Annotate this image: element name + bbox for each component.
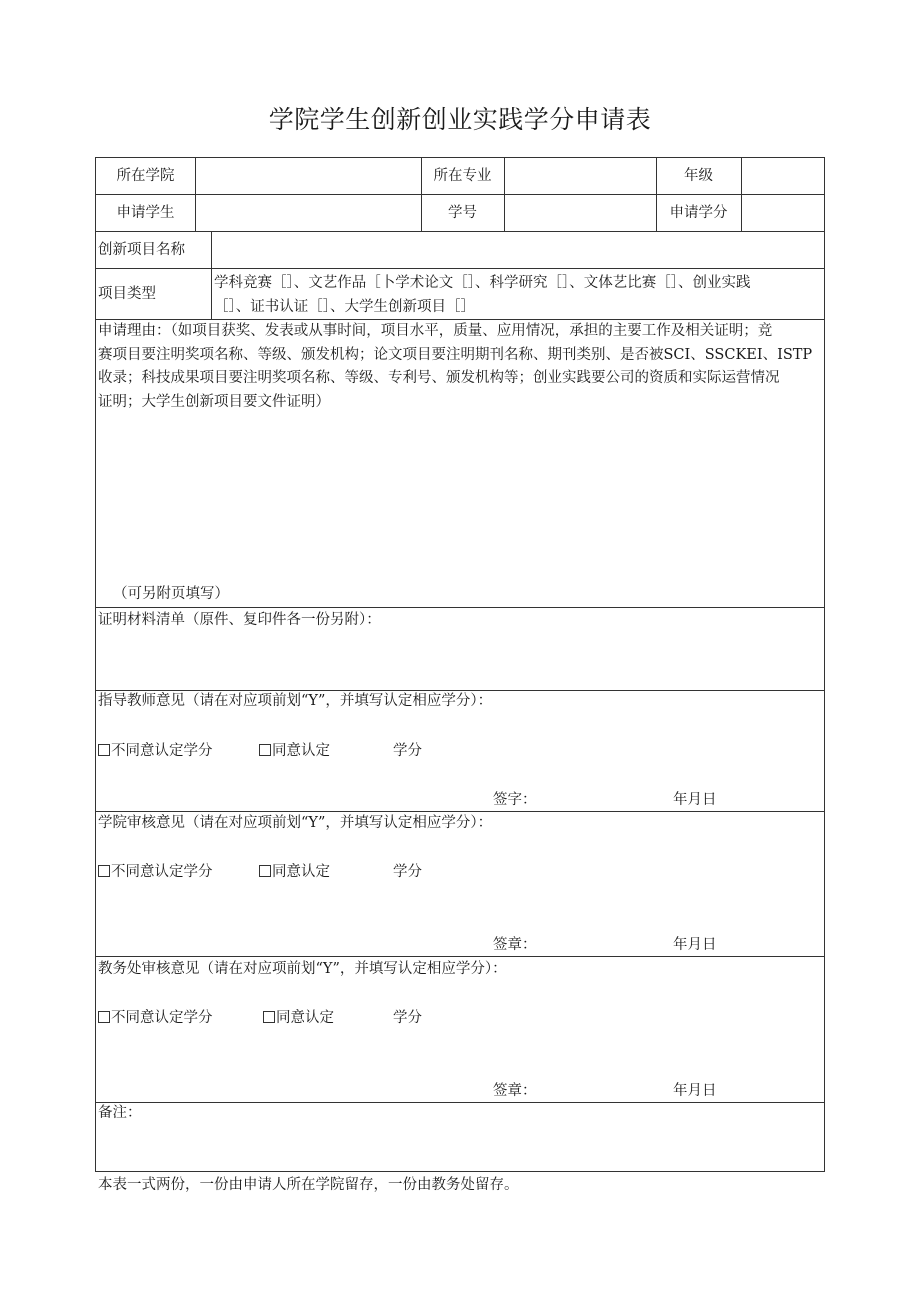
project-name-label: 创新项目名称: [98, 242, 185, 258]
academic-agree-text: 同意认定: [276, 1010, 334, 1026]
college-disagree-text: 不同意认定学分: [111, 864, 213, 880]
student-id-label: 学号: [448, 205, 477, 221]
advisor-opinion-label: 指导教师意见（请在对应项前划“Y”，并填写认定相应学分）：: [98, 693, 493, 709]
college-review-label: 学院审核意见（请在对应项前划“Y”，并填写认定相应学分）：: [98, 815, 493, 831]
college-disagree-option[interactable]: [98, 862, 213, 882]
row-divider: [96, 956, 824, 957]
remarks-label: 备注：: [98, 1105, 142, 1121]
reason-line: 赛项目要注明奖项名称、等级、颁发机构；论文项目要注明期刊名称、期刊类别、是否被SCI、SSCKEI、ISTP: [98, 346, 813, 363]
major-field[interactable]: [509, 166, 651, 186]
row-divider: [96, 268, 824, 269]
college-credit-text: 学分: [393, 864, 422, 880]
college-seal-label: 签章：: [493, 937, 537, 953]
advisor-date-label: 年月日: [673, 792, 717, 808]
grade-field[interactable]: [746, 166, 821, 186]
major-label: 所在专业: [433, 168, 492, 184]
application-form: [95, 157, 825, 1172]
reason-line: 收录；科技成果项目要注明奖项名称、等级、专利号、颁发机构等；创业实践要公司的资质和实际运营情况: [98, 370, 780, 386]
credit-label: 申请学分: [669, 205, 728, 221]
project-type-label: 项目类型: [98, 286, 156, 302]
reason-input-area[interactable]: [98, 418, 818, 578]
student-field[interactable]: [200, 203, 416, 223]
academic-disagree-text: 不同意认定学分: [111, 1010, 213, 1026]
checkbox-icon[interactable]: [98, 744, 110, 756]
materials-label: 证明材料清单（原件、复印件各一份另附）：: [98, 612, 381, 628]
student-label: 申请学生: [116, 205, 175, 221]
attach-note: （可另附页填写）: [113, 586, 229, 602]
college-date-label: 年月日: [673, 937, 717, 953]
advisor-agree-text: 同意认定: [272, 743, 330, 759]
college-agree-option[interactable]: [259, 862, 330, 882]
column-divider: [504, 158, 505, 231]
row-divider: [96, 1102, 824, 1103]
checkbox-icon[interactable]: [98, 1011, 110, 1023]
grade-label: 年级: [684, 168, 713, 184]
column-divider: [741, 158, 742, 231]
student-id-field[interactable]: [509, 203, 651, 223]
materials-input-area[interactable]: [98, 634, 818, 686]
project-type-options-line2[interactable]: ［］、证书认证［］、大学生创新项目［］: [214, 299, 475, 315]
row-divider: [96, 194, 824, 195]
row-divider: [96, 231, 824, 232]
reason-line: 申请理由：（如项目获奖、发表或从事时间，项目水平，质量、应用情况，承担的主要工作及相关证明；竞: [98, 323, 773, 339]
college-field[interactable]: [200, 166, 416, 186]
advisor-disagree-text: 不同意认定学分: [111, 743, 213, 759]
checkbox-icon[interactable]: [98, 865, 110, 877]
academic-credit-text: 学分: [393, 1010, 422, 1026]
academic-disagree-option[interactable]: [98, 1008, 213, 1028]
academic-seal-label: 签章：: [493, 1083, 537, 1099]
checkbox-icon[interactable]: [259, 865, 271, 877]
row-divider: [96, 607, 824, 608]
row-divider: [96, 811, 824, 812]
advisor-disagree-option[interactable]: [98, 741, 213, 761]
form-title: 学院学生创新创业实践学分申请表: [268, 105, 652, 134]
footnote: 本表一式两份，一份由申请人所在学院留存，一份由教务处留存。: [98, 1177, 519, 1193]
remarks-input-area[interactable]: [98, 1126, 818, 1166]
academic-date-label: 年月日: [673, 1083, 717, 1099]
checkbox-icon[interactable]: [263, 1011, 275, 1023]
reason-instructions: [98, 320, 812, 414]
reason-line: 证明；大学生创新项目要文件证明）: [98, 393, 330, 410]
column-divider: [195, 158, 196, 231]
project-type-options-line1[interactable]: 学科竞赛［］、文艺作品［卜学术论文［］、科学研究［］、文体艺比赛［］、创业实践: [214, 275, 751, 291]
academic-review-label: 教务处审核意见（请在对应项前划“Y”，并填写认定相应学分）：: [98, 961, 507, 977]
college-agree-text: 同意认定: [272, 864, 330, 880]
advisor-credit-text: 学分: [393, 743, 422, 759]
academic-agree-option[interactable]: [263, 1008, 334, 1028]
credit-field[interactable]: [746, 203, 821, 223]
advisor-agree-option[interactable]: [259, 741, 330, 761]
project-name-field[interactable]: [216, 240, 821, 260]
college-label: 所在学院: [116, 168, 175, 184]
advisor-sign-label: 签字：: [493, 792, 537, 808]
checkbox-icon[interactable]: [259, 744, 271, 756]
column-divider: [211, 231, 212, 319]
